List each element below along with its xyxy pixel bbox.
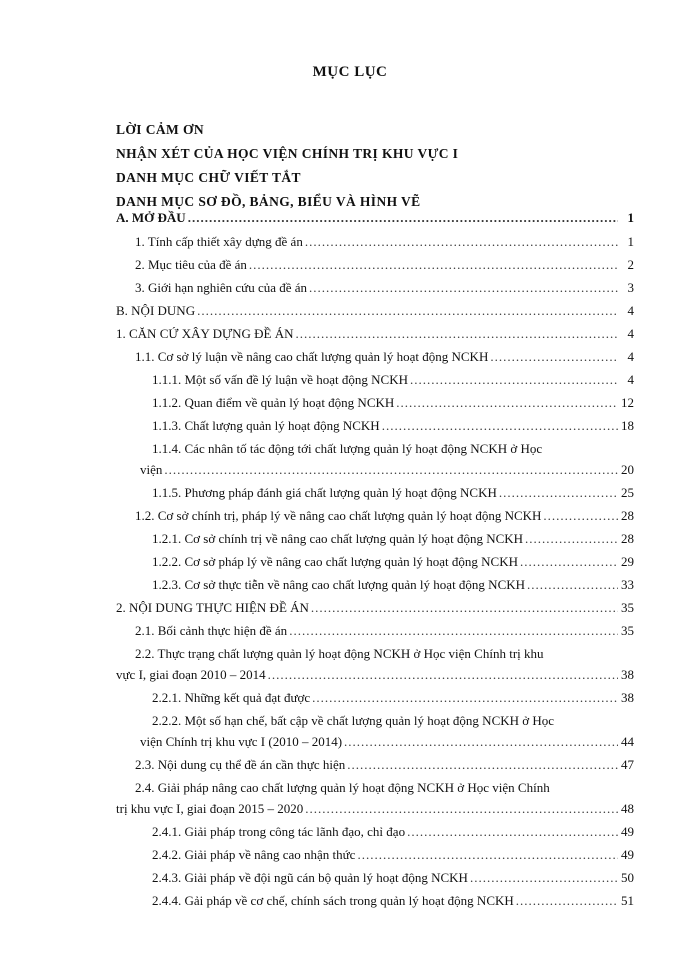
toc-entry-text: 1.2. Cơ sở chính trị, pháp lý về nâng cao chất lượng quản lý hoạt động NCKH	[135, 508, 542, 523]
toc-entry-1-1[interactable]	[135, 349, 634, 365]
toc-entry-2-4[interactable]	[116, 801, 634, 817]
toc-entry-2-4-2[interactable]	[152, 847, 634, 863]
toc-entry-1-2-1[interactable]	[152, 531, 634, 547]
toc-page-number: 25	[621, 485, 634, 500]
toc-page-number: 29	[621, 554, 634, 569]
toc-entry-text: 1.1.3. Chất lượng quản lý hoạt động NCKH	[152, 418, 380, 433]
leader-dots	[347, 757, 618, 773]
toc-entry-text: 1.1.2. Quan điểm về quản lý hoạt động NCKH	[152, 395, 395, 410]
toc-entry-text: 2.4.2. Giải pháp về nâng cao nhận thức	[152, 847, 356, 862]
leader-dots	[520, 554, 618, 570]
toc-page-number: 4	[627, 303, 634, 318]
toc-page-number: 50	[621, 870, 634, 885]
toc-entry-2-2-line1[interactable]: 2.2. Thực trạng chất lượng quản lý hoạt động NCKH ở Học viện Chính trị khu	[135, 646, 544, 661]
toc-front-nhan-xet[interactable]: NHẬN XÉT CỦA HỌC VIỆN CHÍNH TRỊ KHU VỰC I	[116, 146, 459, 161]
toc-entry-2-4-3[interactable]	[152, 870, 634, 886]
toc-front-so-do[interactable]: DANH MỤC SƠ ĐỒ, BẢNG, BIỂU VÀ HÌNH VẼ	[116, 194, 421, 209]
leader-dots	[344, 734, 618, 750]
toc-entry-2-2-2[interactable]	[140, 734, 634, 750]
toc-page-number: 35	[621, 623, 634, 638]
leader-dots	[309, 280, 618, 296]
toc-entry-text: viện Chính trị khu vực I (2010 – 2014)	[140, 734, 343, 749]
toc-entry-2-4-1[interactable]	[152, 824, 634, 840]
leader-dots	[268, 667, 618, 683]
toc-entry-1-2[interactable]	[135, 508, 634, 524]
toc-entry-3[interactable]	[135, 280, 634, 296]
toc-entry-1-2-2[interactable]	[152, 554, 634, 570]
toc-page-number: 33	[621, 577, 634, 592]
toc-page-number: 49	[621, 847, 634, 862]
toc-entry-1-1-5[interactable]	[152, 485, 634, 501]
toc-entry-text: 2.2.1. Những kết quả đạt được	[152, 690, 311, 705]
toc-entry-2-noi-dung[interactable]	[116, 600, 634, 616]
toc-page-number: 12	[621, 395, 634, 410]
toc-page-number: 49	[621, 824, 634, 839]
leader-dots	[296, 326, 619, 342]
toc-entry-2[interactable]	[135, 257, 634, 273]
toc-page-number: 2	[627, 257, 634, 272]
leader-dots	[188, 210, 618, 226]
leader-dots	[289, 623, 618, 639]
toc-entry-text: 1.2.2. Cơ sở pháp lý về nâng cao chất lượng quản lý hoạt động NCKH	[152, 554, 518, 569]
leader-dots	[525, 531, 618, 547]
leader-dots	[516, 893, 618, 909]
toc-entry-text: 2.4.4. Gải pháp về cơ chế, chính sách trong quản lý hoạt động NCKH	[152, 893, 514, 908]
leader-dots	[164, 462, 618, 478]
toc-page-number: 48	[621, 801, 634, 816]
toc-page-number: 51	[621, 893, 634, 908]
leader-dots	[490, 349, 618, 365]
toc-entry-1-1-4-line1[interactable]: 1.1.4. Các nhân tố tác động tới chất lượng quản lý hoạt động NCKH ở Học	[152, 441, 543, 456]
toc-entry-text: A. MỞ ĐẦU	[116, 210, 186, 225]
toc-front-chu-viet-tat[interactable]: DANH MỤC CHỮ VIẾT TẮT	[116, 170, 301, 185]
toc-entry-text: 2.4.3. Giải pháp về đội ngũ cán bộ quản lý hoạt động NCKH	[152, 870, 468, 885]
leader-dots	[470, 870, 618, 886]
toc-entry-2-2-2-line1[interactable]: 2.2.2. Một số hạn chế, bất cập về chất lượng quản lý hoạt động NCKH ở Học	[152, 713, 555, 728]
toc-entry-1-1-2[interactable]	[152, 395, 634, 411]
toc-page-number: 3	[627, 280, 634, 295]
toc-entry-text: 2.4.1. Giải pháp trong công tác lãnh đạo, chỉ đạo	[152, 824, 406, 839]
toc-entry-2-4-4[interactable]	[152, 893, 634, 909]
toc-entry-text: 1.1.5. Phương pháp đánh giá chất lượng quản lý hoạt động NCKH	[152, 485, 497, 500]
leader-dots	[499, 485, 618, 501]
toc-entry-text: 1. CĂN CỨ XÂY DỰNG ĐỀ ÁN	[116, 326, 294, 341]
leader-dots	[312, 690, 618, 706]
toc-page-number: 38	[621, 667, 634, 682]
toc-page-number: 28	[621, 531, 634, 546]
toc-entry-text: 3. Giới hạn nghiên cứu của đề án	[135, 280, 308, 295]
toc-front-loi-cam-on[interactable]: LỜI CẢM ƠN	[116, 122, 204, 137]
toc-entry-text: vực I, giai đoạn 2010 – 2014	[116, 667, 266, 682]
toc-entry-a-mo-dau[interactable]	[116, 210, 634, 226]
toc-entry-text: viện	[140, 462, 163, 477]
toc-page-number: 20	[621, 462, 634, 477]
toc-entry-text: 1.2.3. Cơ sở thực tiễn về nâng cao chất lượng quản lý hoạt động NCKH	[152, 577, 526, 592]
toc-entry-text: 2. NỘI DUNG THỰC HIỆN ĐỀ ÁN	[116, 600, 309, 615]
leader-dots	[527, 577, 618, 593]
toc-entry-1-1-3[interactable]	[152, 418, 634, 434]
toc-entry-text: 1.2.1. Cơ sở chính trị về nâng cao chất lượng quản lý hoạt động NCKH	[152, 531, 524, 546]
toc-entry-text: 1. Tính cấp thiết xây dựng đề án	[135, 234, 303, 249]
leader-dots	[249, 257, 618, 273]
leader-dots	[305, 801, 618, 817]
toc-page-number: 1	[627, 210, 634, 225]
leader-dots	[407, 824, 618, 840]
toc-entry-text: 2.3. Nội dung cụ thể đề án cần thực hiện	[135, 757, 346, 772]
toc-page-number: 1	[627, 234, 634, 249]
leader-dots	[543, 508, 618, 524]
toc-page-number: 38	[621, 690, 634, 705]
toc-entry-1[interactable]	[135, 234, 634, 250]
toc-page-number: 18	[621, 418, 634, 433]
toc-entry-2-3[interactable]	[135, 757, 634, 773]
leader-dots	[357, 847, 618, 863]
toc-entry-2-4-line1[interactable]: 2.4. Giải pháp nâng cao chất lượng quản lý hoạt động NCKH ở Học viện Chính	[135, 780, 550, 795]
toc-entry-text: 1.1. Cơ sở lý luận về nâng cao chất lượng quản lý hoạt động NCKH	[135, 349, 489, 364]
toc-entry-2-2-1[interactable]	[152, 690, 634, 706]
toc-entry-text: 2.1. Bối cảnh thực hiện đề án	[135, 623, 288, 638]
leader-dots	[382, 418, 618, 434]
leader-dots	[197, 303, 618, 319]
toc-entry-text: 2. Mục tiêu của đề án	[135, 257, 247, 272]
toc-entry-b-noi-dung[interactable]	[116, 303, 634, 319]
toc-entry-1-1-4[interactable]	[140, 462, 634, 478]
leader-dots	[305, 234, 618, 250]
toc-page-number: 28	[621, 508, 634, 523]
leader-dots	[311, 600, 618, 616]
toc-entry-text: 1.1.1. Một số vấn đề lý luận về hoạt động NCKH	[152, 372, 409, 387]
toc-entry-1-2-3[interactable]	[152, 577, 634, 593]
toc-entry-text: trị khu vực I, giai đoạn 2015 – 2020	[116, 801, 304, 816]
leader-dots	[396, 395, 618, 411]
toc-page-number: 4	[627, 349, 634, 364]
toc-entry-1-1-1[interactable]	[152, 372, 634, 388]
toc-page-number: 47	[621, 757, 634, 772]
toc-page-number: 4	[627, 326, 634, 341]
toc-entry-2-2[interactable]	[116, 667, 634, 683]
toc-entry-1-can-cu[interactable]	[116, 326, 634, 342]
toc-page-number: 4	[627, 372, 634, 387]
page-title: MỤC LỤC	[312, 64, 388, 80]
leader-dots	[410, 372, 618, 388]
toc-entry-2-1[interactable]	[135, 623, 634, 639]
toc-page-number: 44	[621, 734, 634, 749]
toc-page-number: 35	[621, 600, 634, 615]
toc-entry-text: B. NỘI DUNG	[116, 303, 196, 318]
